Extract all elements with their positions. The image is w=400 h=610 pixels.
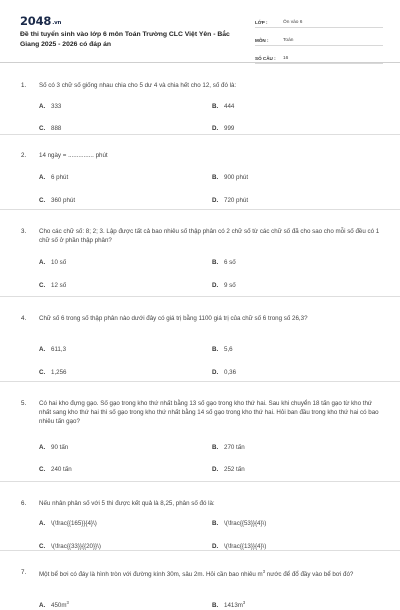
option-letter: A. [39,444,46,451]
option-a[interactable] [39,600,69,610]
question-number: 2. [21,152,27,159]
option-letter: C. [39,197,46,204]
option-letter: A. [39,346,46,353]
option-text: 6 số [224,259,236,266]
option-b[interactable] [212,346,233,354]
option-text: 720 phút [224,197,249,204]
option-a[interactable] [39,520,97,528]
meta-value: Toán [283,37,294,43]
meta-label: SỐ CÂU : [255,55,276,61]
question-text: Nếu nhân phân số với 5 thì được kết quả là 8,25, phân số đó là: [39,500,215,507]
question-text: 14 ngày = ............... phút [39,152,108,159]
option-text: 10 số [51,259,67,266]
option-letter: A. [39,103,46,110]
question-text [39,569,381,580]
logo-main: 2048 [20,14,52,28]
question-number: 1. [21,82,27,89]
site-logo[interactable] [20,14,61,30]
option-c[interactable] [39,466,72,474]
option-d[interactable] [212,369,236,377]
option-letter: A. [39,602,46,609]
option-text: 6 phút [51,174,69,181]
option-d[interactable] [212,125,234,133]
option-letter: C. [39,369,46,376]
question-number: 7. [21,569,27,576]
option-b[interactable] [212,520,266,528]
meta-row-class [255,13,383,28]
option-text: \(\frac{{53}}{4}\) [224,520,267,527]
option-letter: D. [212,543,219,550]
option-letter: B. [212,346,219,353]
option-text: \(\frac{{165}}{4}\) [51,520,97,527]
option-c[interactable] [39,197,75,205]
option-letter: C. [39,282,46,289]
option-a[interactable] [39,103,61,111]
question-list [0,62,400,609]
question-text-part: nước để đổ đầy vào bể bơi đó? [265,571,354,578]
option-letter: B. [212,174,219,181]
superscript: 3 [262,569,266,574]
option-letter: C. [39,125,46,132]
option-letter: D. [212,466,219,473]
question-number: 5. [21,400,27,407]
option-letter: A. [39,174,46,181]
option-letter: B. [212,602,219,609]
question-2 [0,135,400,210]
option-d[interactable] [212,282,236,290]
document-title: Đề thi tuyển sinh vào lớp 6 môn Toán Trường CLC Việt Yên - Bắc Giang 2025 - 2026 có đáp án [20,31,230,48]
question-4 [0,297,400,382]
option-c[interactable] [39,369,66,377]
option-letter: D. [212,282,219,289]
option-letter: D. [212,197,219,204]
option-text: 444 [224,103,235,110]
option-letter: A. [39,520,46,527]
option-letter: D. [212,125,219,132]
question-text-part: Một bể bơi có đáy là hình tròn với đường kính 30m, sâu 2m. Hỏi cần bao nhiêu m [39,571,263,578]
option-d[interactable] [212,197,248,205]
option-letter: C. [39,466,46,473]
option-text: 5,6 [224,346,233,353]
document-meta [255,13,383,67]
option-letter: A. [39,259,46,266]
option-text: 999 [224,125,235,132]
option-d[interactable] [212,466,245,474]
option-b[interactable] [212,600,245,610]
option-letter: B. [212,444,219,451]
question-text: Chữ số 6 trong số thập phân nào dưới đây có giá trị bằng 1100 giá trị của chữ số 6 trong số 26,3? [39,315,308,322]
question-number: 3. [21,228,27,235]
option-text: 333 [51,103,62,110]
header [0,0,400,63]
option-letter: B. [212,520,219,527]
option-b[interactable] [212,259,236,267]
option-b[interactable] [212,444,245,452]
question-number: 4. [21,315,27,322]
option-b[interactable] [212,103,234,111]
superscript: 3 [66,600,69,605]
option-a[interactable] [39,259,66,267]
question-5 [0,382,400,482]
option-letter: D. [212,369,219,376]
meta-row-subject [255,31,383,46]
option-text: 900 phút [224,174,249,181]
option-text: \(\frac{{33}}{{20}}\) [51,543,101,550]
option-a[interactable] [39,174,68,182]
option-c[interactable] [39,125,61,133]
question-6 [0,482,400,551]
option-text: 270 tấn [224,444,245,451]
option-letter: C. [39,543,46,550]
meta-value: Ôn vào 6 [283,19,303,25]
option-text: 9 số [224,282,236,289]
question-text: Cho các chữ số: 8; 2; 3. Lập được tất cả bao nhiêu số thập phân có 2 chữ số từ các chữ số đã cho sao cho mỗi số đều có 1 chữ số ở phần thập phân? [39,228,380,244]
option-text: \(\frac{{13}}{4}\) [224,543,267,550]
option-text: 360 phút [51,197,76,204]
option-text: 0,36 [224,369,237,376]
option-text: 1,256 [51,369,67,376]
meta-label: LỚP : [255,19,268,25]
option-text: 252 tấn [224,466,245,473]
option-text: 90 tấn [51,444,69,451]
logo-sub: .vn [52,20,62,26]
superscript: 3 [242,600,246,605]
option-letter: B. [212,103,219,110]
question-text: Số có 3 chữ số giống nhau chia cho 5 dư 4 và chia hết cho 12, số đó là: [39,82,237,89]
option-text: 450m [51,602,67,609]
question-7 [0,551,400,609]
question-1 [0,62,400,135]
option-c[interactable] [39,282,66,290]
option-letter: B. [212,259,219,266]
option-text: 888 [51,125,62,132]
question-number: 6. [21,500,27,507]
meta-value: 16 [283,55,289,61]
option-a[interactable] [39,346,66,354]
option-a[interactable] [39,444,68,452]
option-text: 240 tấn [51,466,72,473]
option-text: 611,3 [51,346,67,353]
option-b[interactable] [212,174,248,182]
option-text: 12 số [51,282,67,289]
meta-label: MÔN : [255,37,269,43]
option-text: 1413m [224,602,243,609]
question-3 [0,210,400,297]
question-text: Có hai kho đựng gạo. Số gạo trong kho thứ nhất bằng 13 số gạo trong kho thứ hai. Sau khi chuyển 18 tấn gạo từ kho thứ nhất sang kho thứ hai thì số gạo trong kho thứ nhất bằng 14 số gạo trong kho thứ hai. Hỏi ban đầu trong kho thứ hai có bao nhiêu tấn gạo? [39,400,379,425]
